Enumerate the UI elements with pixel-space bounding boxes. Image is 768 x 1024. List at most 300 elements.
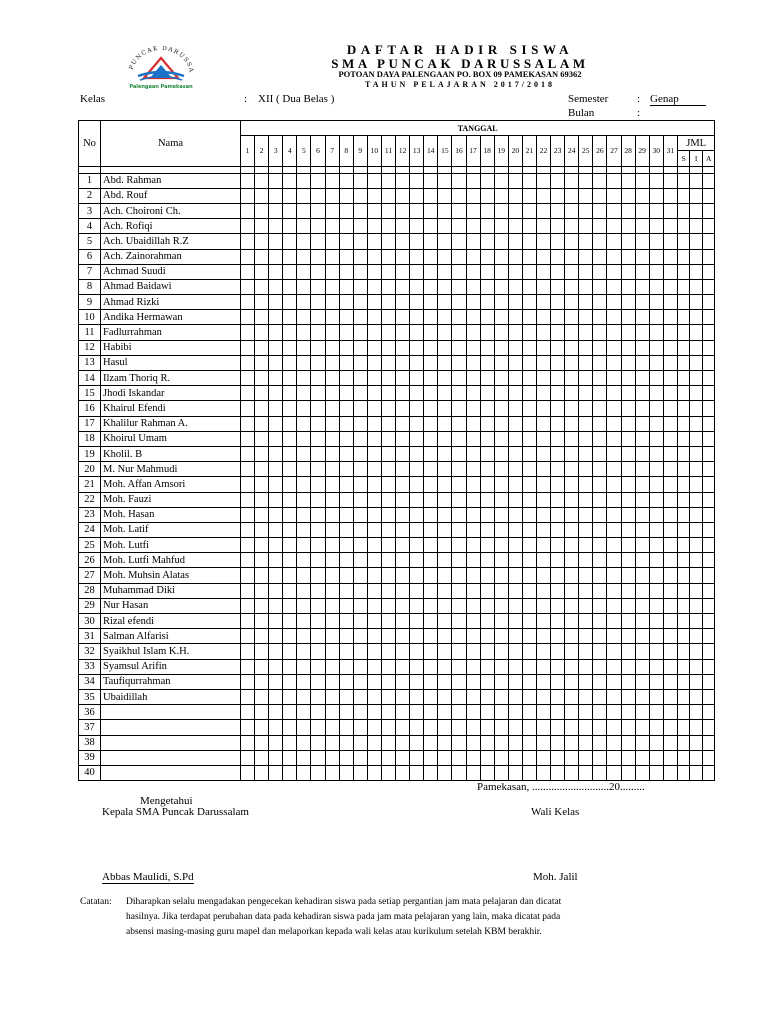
attendance-cell [702,750,715,765]
attendance-cell [607,735,621,750]
header-jml-sub: S [677,151,690,166]
attendance-cell [579,583,593,598]
attendance-cell [283,310,297,325]
semester-label: Semester [568,93,609,105]
attendance-cell [438,750,452,765]
attendance-cell [466,644,480,659]
attendance-cell [536,750,550,765]
attendance-cell [353,249,367,264]
wali-signature-name: Moh. Jalil [533,871,578,883]
attendance-cell [480,416,494,431]
attendance-cell [480,720,494,735]
attendance-cell [452,750,466,765]
attendance-cell [480,477,494,492]
attendance-cell [466,659,480,674]
attendance-cell [283,234,297,249]
attendance-cell [424,310,438,325]
attendance-cell [565,371,579,386]
attendance-cell [339,446,353,461]
attendance-cell [339,431,353,446]
attendance-cell [494,401,508,416]
attendance-cell [297,568,311,583]
attendance-cell [593,401,607,416]
attendance-cell [551,219,565,234]
attendance-cell [297,401,311,416]
attendance-cell [424,689,438,704]
attendance-cell [690,219,703,234]
student-name: Moh. Hasan [101,507,241,522]
attendance-cell [536,462,550,477]
attendance-cell [536,583,550,598]
attendance-cell [269,279,283,294]
attendance-cell [381,386,395,401]
attendance-cell [311,279,325,294]
attendance-cell [677,340,690,355]
attendance-cell [311,477,325,492]
attendance-cell [466,598,480,613]
attendance-cell [283,340,297,355]
attendance-cell [367,446,381,461]
attendance-cell [702,614,715,629]
attendance-cell [522,583,536,598]
attendance-cell [297,355,311,370]
attendance-cell [311,598,325,613]
attendance-cell [480,659,494,674]
attendance-cell [593,568,607,583]
attendance-cell [311,249,325,264]
attendance-cell [269,507,283,522]
attendance-cell [353,295,367,310]
table-row [79,629,715,644]
attendance-cell [635,355,649,370]
attendance-cell [339,203,353,218]
row-number: 5 [79,234,101,249]
attendance-cell [494,583,508,598]
attendance-cell [452,553,466,568]
spacer-cell [283,166,297,173]
attendance-cell [579,310,593,325]
attendance-cell [466,295,480,310]
attendance-cell [283,522,297,537]
attendance-cell [690,355,703,370]
attendance-cell [551,735,565,750]
attendance-cell [677,507,690,522]
attendance-cell [353,401,367,416]
header-day: 24 [565,136,579,166]
attendance-cell [480,446,494,461]
header-day: 28 [621,136,635,166]
attendance-cell [396,492,410,507]
attendance-cell [480,507,494,522]
attendance-cell [663,401,677,416]
attendance-cell [663,234,677,249]
attendance-cell [702,659,715,674]
attendance-cell [677,264,690,279]
attendance-cell [649,522,663,537]
attendance-cell [480,264,494,279]
attendance-cell [593,279,607,294]
attendance-cell [522,614,536,629]
attendance-cell [452,614,466,629]
attendance-cell [311,340,325,355]
attendance-cell [621,264,635,279]
attendance-cell [536,401,550,416]
attendance-cell [396,583,410,598]
attendance-cell [396,614,410,629]
header-jml-sub: A [702,151,715,166]
row-number: 16 [79,401,101,416]
attendance-cell [353,674,367,689]
attendance-cell [635,553,649,568]
attendance-cell [607,614,621,629]
place-date: Pamekasan, ............................20......... [477,781,645,793]
attendance-cell [381,279,395,294]
attendance-cell [339,310,353,325]
attendance-cell [663,249,677,264]
attendance-cell [635,416,649,431]
attendance-cell [551,264,565,279]
attendance-cell [311,735,325,750]
attendance-cell [367,295,381,310]
attendance-cell [649,340,663,355]
attendance-cell [593,249,607,264]
attendance-cell [690,674,703,689]
attendance-cell [494,720,508,735]
attendance-cell [353,416,367,431]
attendance-cell [551,583,565,598]
attendance-cell [353,371,367,386]
attendance-cell [438,477,452,492]
attendance-cell [339,355,353,370]
attendance-cell [438,249,452,264]
student-name: Moh. Latif [101,522,241,537]
attendance-cell [593,735,607,750]
attendance-cell [269,522,283,537]
attendance-cell [438,553,452,568]
attendance-cell [480,325,494,340]
attendance-cell [241,325,255,340]
attendance-cell [536,431,550,446]
attendance-cell [283,629,297,644]
attendance-cell [522,219,536,234]
attendance-cell [607,431,621,446]
attendance-cell [339,386,353,401]
attendance-cell [677,522,690,537]
attendance-cell [410,644,424,659]
table-row [79,614,715,629]
attendance-cell [607,522,621,537]
semester-separator: : [637,93,641,105]
table-row [79,203,715,218]
attendance-cell [438,614,452,629]
attendance-cell [663,188,677,203]
attendance-cell [508,644,522,659]
attendance-cell [367,553,381,568]
attendance-cell [297,462,311,477]
attendance-cell [649,507,663,522]
attendance-cell [551,295,565,310]
attendance-cell [466,477,480,492]
attendance-cell [297,720,311,735]
attendance-cell [677,492,690,507]
spacer-cell [297,166,311,173]
attendance-cell [522,598,536,613]
attendance-cell [663,492,677,507]
attendance-cell [325,614,339,629]
attendance-cell [396,553,410,568]
attendance-cell [339,568,353,583]
attendance-cell [367,477,381,492]
attendance-cell [396,234,410,249]
attendance-cell [297,507,311,522]
attendance-cell [255,568,269,583]
attendance-cell [508,279,522,294]
attendance-cell [522,462,536,477]
attendance-cell [466,431,480,446]
attendance-cell [424,279,438,294]
attendance-cell [396,340,410,355]
attendance-cell [381,310,395,325]
attendance-cell [339,264,353,279]
attendance-cell [649,462,663,477]
attendance-cell [508,295,522,310]
attendance-cell [649,492,663,507]
attendance-cell [466,355,480,370]
attendance-cell [663,705,677,720]
attendance-cell [579,644,593,659]
attendance-cell [339,234,353,249]
attendance-cell [635,295,649,310]
attendance-cell [381,507,395,522]
attendance-cell [381,583,395,598]
spacer-cell [579,166,593,173]
attendance-cell [551,507,565,522]
attendance-cell [690,446,703,461]
attendance-cell [410,325,424,340]
attendance-cell [621,507,635,522]
attendance-cell [297,477,311,492]
attendance-cell [438,720,452,735]
attendance-cell [607,644,621,659]
attendance-cell [494,446,508,461]
attendance-cell [593,188,607,203]
spacer-cell [649,166,663,173]
attendance-cell [508,583,522,598]
attendance-cell [607,462,621,477]
attendance-cell [508,219,522,234]
attendance-cell [396,295,410,310]
spacer-cell [702,166,715,173]
attendance-cell [536,598,550,613]
kelas-value: XII ( Dua Belas ) [258,93,335,105]
attendance-cell [241,234,255,249]
attendance-cell [424,492,438,507]
header-day: 20 [508,136,522,166]
attendance-cell [438,310,452,325]
attendance-cell [702,553,715,568]
attendance-cell [396,173,410,188]
student-name: Khairul Efendi [101,401,241,416]
attendance-cell [297,705,311,720]
attendance-cell [621,735,635,750]
attendance-cell [508,689,522,704]
attendance-cell [702,295,715,310]
attendance-cell [396,507,410,522]
attendance-cell [269,644,283,659]
attendance-cell [677,219,690,234]
attendance-cell [424,659,438,674]
student-name: Moh. Lutfi [101,538,241,553]
attendance-cell [702,462,715,477]
attendance-cell [367,629,381,644]
attendance-cell [702,264,715,279]
attendance-cell [396,750,410,765]
school-address: POTOAN DAYA PALENGAAN PO. BOX 09 PAMEKASAN 69362 [338,69,582,79]
attendance-cell [339,279,353,294]
attendance-cell [353,522,367,537]
attendance-cell [438,522,452,537]
attendance-cell [438,446,452,461]
attendance-cell [410,371,424,386]
attendance-cell [255,477,269,492]
attendance-cell [269,538,283,553]
attendance-cell [311,416,325,431]
row-number: 2 [79,188,101,203]
attendance-cell [381,674,395,689]
attendance-cell [522,538,536,553]
attendance-cell [410,507,424,522]
attendance-cell [522,659,536,674]
attendance-cell [480,644,494,659]
attendance-cell [269,416,283,431]
attendance-cell [466,629,480,644]
attendance-cell [635,188,649,203]
table-row [79,416,715,431]
attendance-cell [466,614,480,629]
attendance-cell [311,614,325,629]
attendance-cell [702,401,715,416]
spacer-cell [677,166,690,173]
attendance-cell [522,188,536,203]
spacer-cell [480,166,494,173]
header-tanggal: TANGGAL [241,121,715,136]
attendance-cell [381,598,395,613]
attendance-cell [367,750,381,765]
attendance-cell [635,401,649,416]
attendance-cell [690,431,703,446]
attendance-cell [551,325,565,340]
attendance-cell [311,462,325,477]
attendance-cell [438,583,452,598]
attendance-cell [424,538,438,553]
attendance-cell [353,614,367,629]
catatan-line: Diharapkan selalu mengadakan pengecekan kehadiran siswa pada setiap pergantian jam mata pelajaran dan dicatat [126,897,562,907]
attendance-cell [702,355,715,370]
attendance-cell [424,431,438,446]
attendance-cell [579,629,593,644]
attendance-cell [690,629,703,644]
attendance-cell [325,173,339,188]
attendance-cell [325,340,339,355]
attendance-cell [607,325,621,340]
attendance-cell [452,173,466,188]
attendance-cell [702,507,715,522]
attendance-cell [649,705,663,720]
attendance-cell [690,598,703,613]
attendance-cell [690,310,703,325]
student-name: Ilzam Thoriq R. [101,371,241,386]
attendance-cell [255,538,269,553]
attendance-cell [663,340,677,355]
attendance-cell [353,492,367,507]
attendance-cell [522,674,536,689]
attendance-cell [367,735,381,750]
attendance-cell [424,644,438,659]
attendance-cell [353,644,367,659]
attendance-cell [508,325,522,340]
student-name: Moh. Lutfi Mahfud [101,553,241,568]
table-row [79,371,715,386]
attendance-cell [579,614,593,629]
attendance-cell [593,295,607,310]
attendance-cell [621,188,635,203]
attendance-cell [424,750,438,765]
attendance-cell [353,279,367,294]
attendance-cell [241,295,255,310]
attendance-cell [311,629,325,644]
attendance-cell [522,446,536,461]
student-name: Khoirul Umam [101,431,241,446]
attendance-cell [494,492,508,507]
attendance-cell [325,401,339,416]
attendance-cell [325,477,339,492]
attendance-cell [396,249,410,264]
attendance-cell [466,538,480,553]
attendance-cell [241,765,255,780]
attendance-cell [551,614,565,629]
table-row [79,249,715,264]
attendance-cell [621,765,635,780]
attendance-cell [621,431,635,446]
attendance-cell [579,720,593,735]
header-day: 17 [466,136,480,166]
row-number: 12 [79,340,101,355]
row-number: 6 [79,249,101,264]
attendance-cell [381,295,395,310]
row-number: 36 [79,705,101,720]
attendance-cell [551,446,565,461]
attendance-cell [410,355,424,370]
attendance-cell [536,386,550,401]
attendance-cell [424,340,438,355]
attendance-cell [649,629,663,644]
attendance-cell [353,583,367,598]
attendance-cell [381,659,395,674]
attendance-cell [494,416,508,431]
table-row [79,492,715,507]
attendance-cell [353,431,367,446]
attendance-cell [339,462,353,477]
spacer-cell [536,166,550,173]
attendance-cell [353,553,367,568]
attendance-cell [607,264,621,279]
attendance-cell [635,264,649,279]
attendance-cell [702,644,715,659]
attendance-cell [536,538,550,553]
attendance-cell [536,735,550,750]
header-day: 5 [297,136,311,166]
attendance-cell [649,538,663,553]
